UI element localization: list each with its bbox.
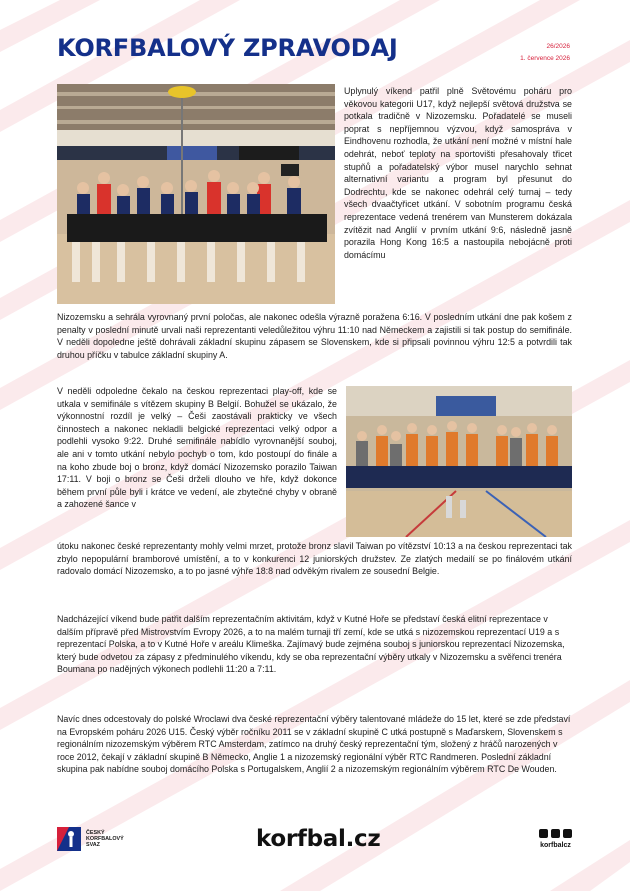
article-paragraph-2-bottom: útoku nakonec české reprezentanty mohly velmi mrzet, protože bronz slavil Taiwan po vítězství 10:13 a na českou reprezentaci tak zbylo nepopulární bramborové umístění, a to v konkurenci 12 juniorských družstev. Ze zlatých medailí se po finálovém utkání radovalo domácí Nizozemsko, a to po jasné výhře 18:8 nad odvěkým rivalem ze sousední Belgie. [57, 541, 572, 577]
article-paragraph-4: Navíc dnes odcestovaly do polské Wroclawi dva české reprezentační výběry talentované mládeže do 15 let, které se zde představí na Evropském poháru 2026 U15. Český výběr ročníku 2011 se v základní skupině C utká postupně s Maďarskem, Slovenskem s regionálním nizozemským výběrem RTC Amsterdam, zatímco na druhý český reprezentační tým, složený z hráčů narozených v roce 2012, čekají v základní skupině B Německo, Anglie 1 a nizozemský regionální výběr RTC Randmeren. Poslední základní skupina pak nabídne souboj domácího Polska s Portugalskem, Anglií 2 a nizozemským regionálním výběrem RTC De Wouden. [57, 714, 571, 775]
social-handle: korfbalcz [540, 842, 571, 849]
team-photo-world-cup-2 [346, 386, 572, 537]
org-logo[interactable] [57, 827, 130, 851]
team-photo-world-cup-1 [57, 84, 335, 304]
article-paragraph-1-bottom: Nizozemsku a sehrála vyrovnaný první poločas, ale nakonec odešla výrazně poražena 6:16. V posledním utkání dne pak košem z penalty v poslední minutě urvali naši reprezentanti veledůležitou výhru 11:10 nad Německem a zajistili si tak postup do semifinále. V neděli dopoledne ještě dohrávali základní skupinu zápasem se Slovenskem, kde si připsali povinnou výhru 12:5 a potvrdili tak druhou příčku v tabulce základní skupiny A. [57, 312, 572, 360]
article-paragraph-2-top: V neděli odpoledne čekalo na českou reprezentaci play-off, kde se utkala v semifinále s vítězem skupiny B Belgií. Bohužel se ukázalo, že výkonnostní rozdíl je velký – Češi zaostávali prakticky ve všech činnostech a nakonec nekladli belgické reprezentaci velký odpor a podlehli vysoko 9:22. Druhé semifinále nabídlo vyrovnanější souboj, ale ani v tomto utkání nebylo pochyb o tom, kdo postoupí do finále a na koho zbude boj o bronz, když domácí Nizozemsko porazilo Taiwan 17:11. V boji o bronz se Češi drželi dlouho ve hře, když dokonce během první půle byli i krátce ve vedení, ale zbytečné chyby v obraně a zahozené šance v [57, 386, 337, 510]
issue-info [520, 41, 570, 65]
youtube-icon[interactable] [551, 829, 560, 838]
org-name: ČESKÝ KORFBALOVÝ SVAZ [86, 830, 124, 848]
instagram-icon[interactable] [539, 829, 548, 838]
newsletter-title: KORFBALOVÝ ZPRAVODAJ [57, 34, 398, 62]
ceks-logo-icon [57, 827, 81, 851]
article-paragraph-3: Nadcházející víkend bude patřit dalším reprezentačním aktivitám, když v Kutné Hoře se představí česká elitní reprezentace v dalším přípravě před Mistrovstvím Evropy 2026, a to na malém turnaji tří zemí, kde se utká s nizozemskou reprezentací U19 a s reprezentací Polska, a to v Kutné Hoře v areálu Klimeška. Zajímavý bude zejména souboj s juniorskou reprezentací Nizozemska, který bude odvetou za zápasy z předminulého víkendu, kdy se oba reprezentační výběry utkaly v Nizozemsku a svěřenci trenéra Boumana po nadějných výkonech podlehli 11:20 a 7:11. [57, 614, 565, 675]
issue-date: 1. července 2026 [520, 55, 570, 62]
issue-number: 26/2026 [546, 43, 570, 50]
article-paragraph-1-top: Uplynulý víkend patřil plně Světovému poháru pro věkovou kategorii U17, když nejlepší světová družstva se potkala tradičně v Nizozemsku. Pořadatelé se museli poprat s nepříjemnou výzvou, když samospráva v Eindhovenu rozhodla, že utkání není možné v místní hale odehrát, neboť teploty na sportovišti přesahovaly třicet stupňů a pořadatelský výbor musel narychlo sehnat alternativní variantu a program byl přesunut do Dodrechtu, kde se nakonec odehrál celý turnaj – tedy všech dvaačtyřicet utkání. V sobotním programu česká reprezentace vedená trenérem van Munsterem dokázala zvítězit nad Anglií v prvním utkání 9:6, následně jasně porazila Hong Kong 16:5 a nastoupila nebojácně proti domácímu [344, 86, 572, 260]
website-link[interactable]: korfbal.cz [256, 826, 381, 852]
social-links [539, 829, 572, 849]
facebook-icon[interactable] [563, 829, 572, 838]
